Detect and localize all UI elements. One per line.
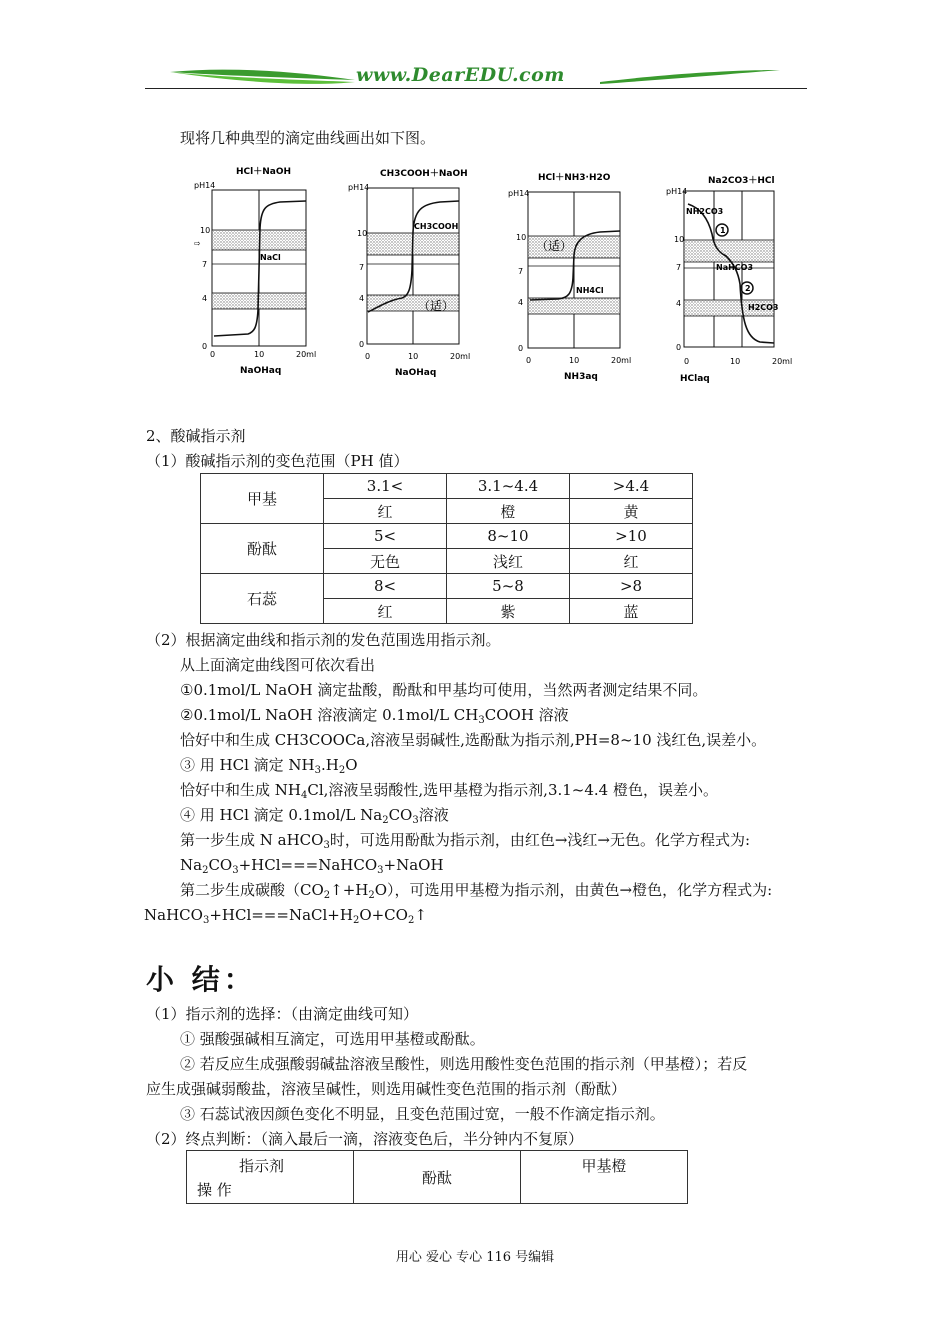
line-5: ③ 用 HCl 滴定 $NH_3.H_2O$: [180, 756, 358, 776]
chart1-ylabel: pH14: [194, 181, 216, 190]
svg-text:NaCl: NaCl: [260, 253, 281, 262]
chart-hcl-nh3: [508, 172, 631, 382]
chart-ch3cooh-naoh: [348, 168, 470, 378]
svg-text:NH2CO3: NH2CO3: [686, 207, 724, 216]
svg-text:20ml: 20ml: [772, 357, 793, 366]
chart-hcl-naoh: [194, 166, 316, 376]
summary-title: 小 结：: [146, 963, 256, 996]
line-7: ④ 用 HCl 滴定 0.1mol/L $Na_2CO_3$溶液: [180, 806, 449, 826]
svg-text:0: 0: [684, 357, 690, 366]
svg-text:（适）: （适）: [536, 239, 573, 253]
svg-text:10: 10: [408, 352, 419, 361]
svg-text:HClaq: HClaq: [680, 374, 710, 384]
svg-text:4: 4: [518, 298, 524, 307]
svg-text:10: 10: [516, 233, 527, 242]
svg-text:10: 10: [730, 357, 741, 366]
intro-text: 现将几种典型的滴定曲线画出如下图。: [180, 129, 436, 147]
summary-s5: ③ 石蕊试液因颜色变化不明显，且变色范围过宽，一般不作滴定指示剂。: [180, 1105, 665, 1123]
svg-text:0: 0: [676, 343, 682, 352]
chart4-ylabel: pH14: [666, 187, 688, 196]
svg-text:0: 0: [359, 340, 365, 349]
svg-text:0: 0: [518, 344, 524, 353]
chart-na2co3-hcl: [666, 175, 792, 384]
titration-curves-figure: [190, 160, 810, 390]
svg-text:4: 4: [202, 294, 208, 303]
svg-text:7: 7: [359, 263, 365, 272]
svg-text:NaOHaq: NaOHaq: [395, 368, 437, 378]
svg-text:1: 1: [720, 226, 726, 235]
section2-sub2: （2）根据滴定曲线和指示剂的发色范围选用指示剂。: [146, 631, 501, 649]
svg-text:⇨: ⇨: [194, 239, 201, 248]
svg-text:NaHCO3: NaHCO3: [716, 263, 754, 272]
svg-text:4: 4: [359, 294, 365, 303]
endpoint-table: 指示剂 操 作 酚酞 甲基橙: [186, 1150, 688, 1204]
line-11: $NaHCO_3+HCl===NaCl+H_2O+CO_2↑$: [144, 906, 427, 926]
chart3-title: HCl＋NH3·H2O: [538, 173, 611, 183]
svg-text:0: 0: [202, 342, 208, 351]
svg-text:H2CO3: H2CO3: [748, 303, 779, 312]
chart3-ylabel: pH14: [508, 189, 530, 198]
svg-text:20ml: 20ml: [450, 352, 471, 361]
svg-text:NaOHaq: NaOHaq: [240, 366, 282, 376]
line-3: ②0.1mol/L NaOH 溶液滴定 0.1mol/L $CH_3COOH$ 溶液: [180, 706, 569, 726]
svg-text:0: 0: [210, 350, 216, 359]
summary-s1: （1）指示剂的选择：（由滴定曲线可知）: [146, 1005, 419, 1023]
chart4-title: Na2CO3＋HCl: [708, 176, 775, 186]
svg-text:2: 2: [745, 284, 751, 293]
svg-text:7: 7: [676, 263, 682, 272]
svg-text:20ml: 20ml: [611, 356, 632, 365]
svg-text:NH4Cl: NH4Cl: [576, 286, 604, 295]
header-site-name: www.DearEDU.com: [356, 64, 565, 86]
svg-text:10: 10: [674, 235, 685, 244]
line-2: ①0.1mol/L NaOH 滴定盐酸，酚酞和甲基均可使用，当然两者测定结果不同。: [180, 681, 708, 699]
page-footer: 用心 爱心 专心 116 号编辑: [395, 1250, 555, 1265]
svg-text:CH3COOH: CH3COOH: [414, 222, 459, 231]
svg-text:10: 10: [357, 229, 368, 238]
svg-text:10: 10: [569, 356, 580, 365]
summary-s2: ① 强酸强碱相互滴定，可选用甲基橙或酚酞。: [180, 1030, 485, 1048]
svg-text:7: 7: [202, 260, 208, 269]
svg-text:10: 10: [254, 350, 265, 359]
svg-text:0: 0: [365, 352, 371, 361]
summary-s6: （2）终点判断：（滴入最后一滴，溶液变色后，半分钟内不复原）: [146, 1130, 584, 1148]
line-4: 恰好中和生成 CH3COOCa,溶液呈弱碱性,选酚酞为指示剂,PH=8~10 浅红色,误差小。: [180, 731, 767, 749]
svg-text:4: 4: [676, 299, 682, 308]
line-6: 恰好中和生成 $NH_4Cl$,溶液呈弱酸性,选甲基橙为指示剂,3.1~4.4 橙色，误差小。: [180, 781, 718, 801]
svg-text:0: 0: [526, 356, 532, 365]
svg-text:（适）: （适）: [418, 299, 455, 313]
summary-s4: 应生成强碱弱酸盐，溶液呈碱性，则选用碱性变色范围的指示剂（酚酞）: [146, 1080, 627, 1098]
line-9: $Na_2CO_3+HCl===NaHCO_3+NaOH$: [180, 856, 444, 876]
line-8: 第一步生成 N aHCO$_3$时，可选用酚酞为指示剂，由红色→浅红→无色。化学方程式为:: [180, 831, 751, 851]
line-10: 第二步生成碳酸$(CO_2↑+H_2O)$，可选用甲基橙为指示剂，由黄色→橙色，化学方程式为:: [180, 881, 773, 901]
chart2-title: CH3COOH＋NaOH: [380, 169, 468, 179]
svg-text:7: 7: [518, 267, 524, 276]
chart1-title: HCl＋NaOH: [236, 167, 292, 177]
line-1: 从上面滴定曲线图可依次看出: [180, 656, 376, 674]
svg-text:NH3aq: NH3aq: [564, 372, 598, 382]
summary-s3: ② 若反应生成强酸弱碱盐溶液呈酸性，则选用酸性变色范围的指示剂（甲基橙）；若反: [180, 1055, 748, 1073]
section2-sub1: （1）酸碱指示剂的变色范围（PH 值）: [146, 452, 409, 470]
indicator-range-table: 甲基 3.1< 3.1~4.4 >4.4 红 橙 黄 酚酞 5< 8~10 >10 无色 浅红 红 石蕊 8< 5~8 >8 红 紫 蓝: [200, 473, 693, 624]
chart2-ylabel: pH14: [348, 183, 370, 192]
svg-text:10: 10: [200, 226, 211, 235]
svg-text:20ml: 20ml: [296, 350, 317, 359]
header-rule: [145, 88, 807, 89]
section2-heading: 2、酸碱指示剂: [146, 427, 246, 445]
